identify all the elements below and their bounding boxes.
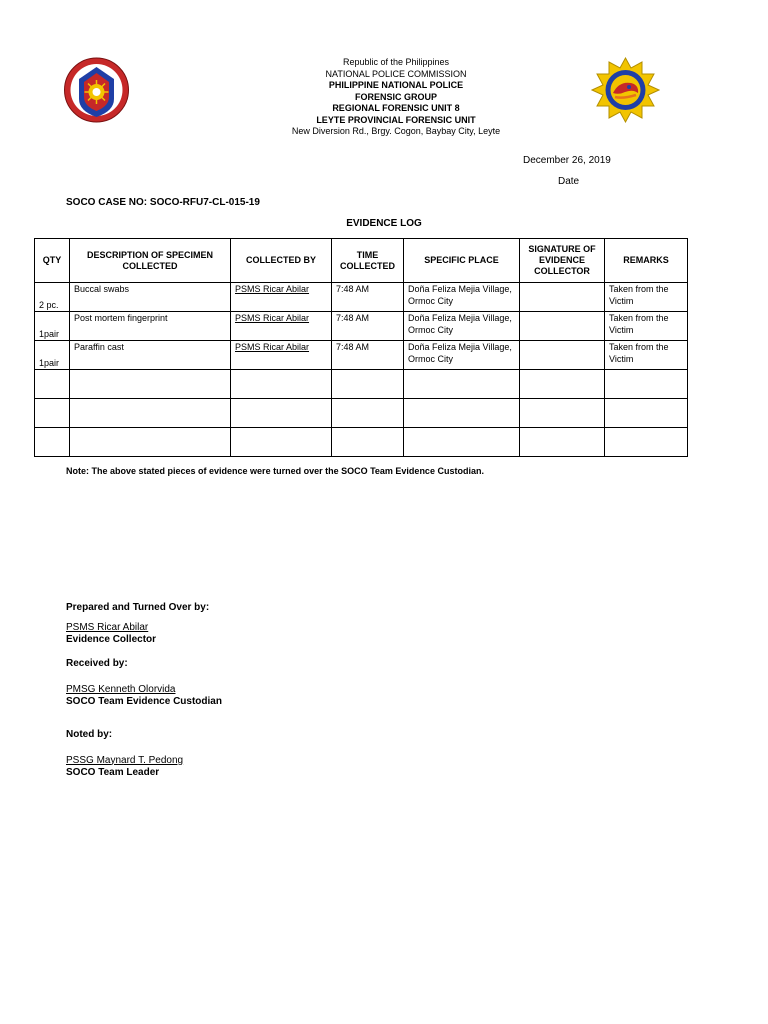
cell-collected-by [231,428,332,457]
document-title: EVIDENCE LOG [346,218,422,229]
cell-place: Doña Feliza Mejia Village, Ormoc City [404,312,520,341]
col-header-description: DESCRIPTION OF SPECIMEN COLLECTED [70,239,231,283]
signatory-prepared-by [66,602,209,647]
cell-signature [520,370,605,399]
header-provincial-unit: LEYTE PROVINCIAL FORENSIC UNIT [316,114,476,125]
cell-qty: 1pair [35,312,70,341]
cell-qty: 2 pc. [35,283,70,312]
cell-signature [520,283,605,312]
header-pnp: PHILIPPINE NATIONAL POLICE [328,80,464,90]
cell-place [404,399,520,428]
cell-remarks: Taken from the Victim [605,341,688,370]
pnp-seal-icon [63,55,130,125]
col-header-qty: QTY [35,239,70,283]
signatory-title: SOCO Team Leader [66,767,160,778]
cell-place: Doña Feliza Mejia Village, Ormoc City [404,283,520,312]
cell-time: 7:48 AM [332,312,404,341]
signatory-label: Prepared and Turned Over by: [66,602,210,613]
cell-signature [520,312,605,341]
cell-qty [35,428,70,457]
cell-time [332,399,404,428]
cell-collected-by [231,399,332,428]
cell-qty: 1pair [35,341,70,370]
table-row [35,370,688,399]
date-label: Date [558,176,580,187]
cell-remarks [605,370,688,399]
cell-remarks [605,399,688,428]
cell-collected-by: PSMS Ricar Abilar [231,283,332,312]
cell-signature [520,341,605,370]
col-header-remarks: REMARKS [605,239,688,283]
evidence-log-table [34,238,688,457]
case-number: SOCO CASE NO: SOCO-RFU7-CL-015-19 [66,197,260,208]
cell-description: Post mortem fingerprint [70,312,231,341]
header-republic: Republic of the Philippines [342,57,450,67]
signatory-received-by [66,658,222,709]
cell-place [404,370,520,399]
cell-remarks: Taken from the Victim [605,312,688,341]
cell-place [404,428,520,457]
cell-collected-by: PSMS Ricar Abilar [231,312,332,341]
table-row [35,428,688,457]
forensic-group-badge-icon [591,57,660,123]
cell-remarks [605,428,688,457]
signatory-label: Received by: [66,658,128,669]
col-header-collected-by: COLLECTED BY [231,239,332,283]
col-header-place: SPECIFIC PLACE [404,239,520,283]
cell-signature [520,399,605,428]
cell-description: Paraffin cast [70,341,231,370]
cell-qty [35,370,70,399]
col-header-signature: SIGNATURE OF EVIDENCE COLLECTOR [520,239,605,283]
cell-time [332,428,404,457]
cell-signature [520,428,605,457]
cell-qty [35,399,70,428]
header-address: New Diversion Rd., Brgy. Cogon, Baybay City, Leyte [291,126,501,136]
cell-collected-by: PSMS Ricar Abilar [231,341,332,370]
signatory-name: PSMS Ricar Abilar [66,621,149,633]
header-napolcom: NATIONAL POLICE COMMISSION [325,68,467,79]
letterhead [200,57,592,138]
header-regional-unit: REGIONAL FORENSIC UNIT 8 [332,103,460,113]
signatory-label: Noted by: [66,729,113,740]
document-date: December 26, 2019 [523,155,611,166]
header-forensic-group: FORENSIC GROUP [354,91,437,102]
cell-remarks: Taken from the Victim [605,283,688,312]
signatory-title: Evidence Collector [66,634,157,645]
signatory-noted-by [66,729,183,780]
cell-description [70,399,231,428]
cell-time [332,370,404,399]
signatory-name: PSSG Maynard T. Pedong [66,754,184,766]
cell-collected-by [231,370,332,399]
cell-description [70,428,231,457]
cell-time: 7:48 AM [332,341,404,370]
col-header-time: TIME COLLECTED [332,239,404,283]
turnover-note: Note: The above stated pieces of evidence were turned over the SOCO Team Evidence Custodian. [66,466,484,476]
signatory-name: PMSG Kenneth Olorvida [66,683,176,695]
cell-description: Buccal swabs [70,283,231,312]
table-row [35,283,688,312]
signatory-title: SOCO Team Evidence Custodian [66,696,222,707]
table-row [35,312,688,341]
cell-description [70,370,231,399]
table-row [35,341,688,370]
table-header-row [35,239,688,283]
cell-place: Doña Feliza Mejia Village, Ormoc City [404,341,520,370]
table-row [35,399,688,428]
cell-time: 7:48 AM [332,283,404,312]
